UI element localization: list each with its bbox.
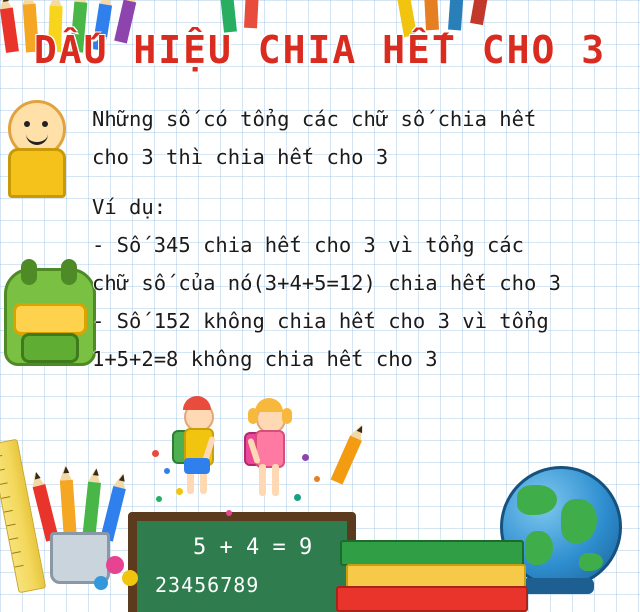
- confetti-dot: [152, 450, 159, 457]
- boy-hair: [183, 396, 211, 410]
- supplies-cup: [34, 470, 154, 610]
- paint-dot: [122, 570, 138, 586]
- lesson-text: [92, 100, 562, 378]
- rule-line-1: Những số có tổng các chữ số chia hết: [92, 107, 537, 131]
- chalkboard-equation: 5 + 4 = 9: [193, 535, 313, 560]
- confetti-dot: [164, 468, 170, 474]
- pencil-icon: [244, 0, 259, 28]
- page-title: DẤU HIỆU CHIA HẾT CHO 3: [33, 28, 607, 72]
- backpack-green-left: [4, 268, 100, 378]
- example-line-4: 1+5+2=8 không chia hết cho 3: [92, 347, 438, 371]
- boy-shorts: [184, 458, 210, 474]
- paint-dot: [94, 576, 108, 590]
- girl-pigtail: [282, 408, 292, 424]
- kids-illustration: [170, 392, 320, 532]
- kid-boy: [170, 392, 230, 522]
- confetti-dot: [294, 494, 301, 501]
- pencil-icon: [331, 423, 368, 485]
- boy-body-icon: [8, 148, 66, 198]
- confetti-dot: [176, 488, 183, 495]
- paint-dot: [106, 556, 124, 574]
- rule-line-2: cho 3 thì chia hết cho 3: [92, 145, 389, 169]
- confetti-dot: [302, 454, 309, 461]
- example-heading: Ví dụ:: [92, 195, 167, 219]
- cartoon-boy: [2, 100, 72, 190]
- example-line-1: - Số 345 chia hết cho 3 vì tổng các: [92, 233, 524, 257]
- kid-girl: [242, 394, 302, 524]
- example-line-2: chữ số của nó(3+4+5=12) chia hết cho 3: [92, 271, 561, 295]
- book-stack: [340, 540, 530, 612]
- confetti-dot: [226, 510, 232, 516]
- pencil-icon: [29, 471, 59, 542]
- book-green: [340, 540, 524, 566]
- example-line-3: - Số 152 không chia hết cho 3 vì tổng: [92, 309, 549, 333]
- book-yellow: [346, 564, 526, 588]
- chalkboard-digits: 23456789: [155, 573, 260, 597]
- book-red: [336, 586, 528, 612]
- pencil-icon: [448, 0, 464, 30]
- girl-leg: [259, 464, 266, 496]
- confetti-dot: [156, 496, 162, 502]
- pencil-icon: [470, 0, 491, 25]
- girl-pigtail: [248, 408, 258, 424]
- globe-stand: [522, 578, 594, 594]
- confetti-dot: [314, 476, 320, 482]
- pencil-icon: [59, 466, 77, 541]
- spacer: [92, 176, 562, 188]
- girl-leg: [272, 464, 279, 496]
- pencil-icon: [423, 0, 439, 30]
- girl-hair: [255, 398, 283, 412]
- pencil-icon: [82, 468, 102, 541]
